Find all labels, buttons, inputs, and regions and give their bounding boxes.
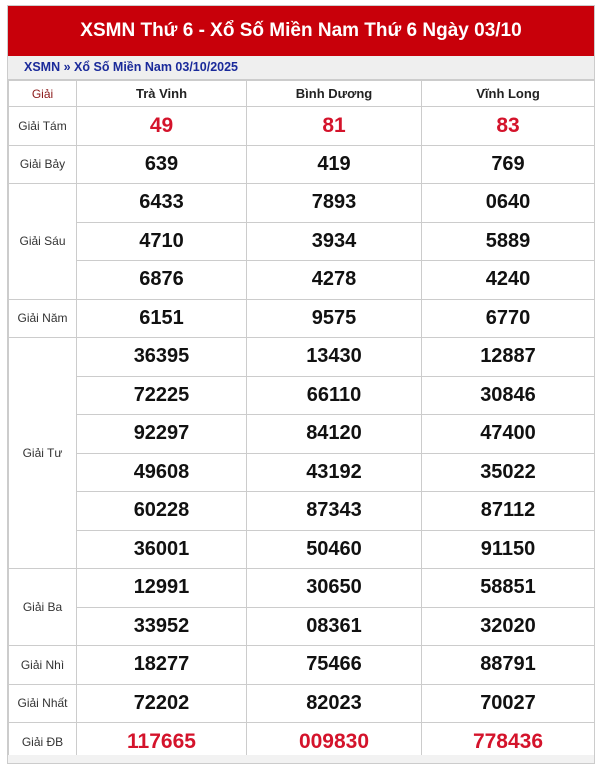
- prize-label: Giải Nhì: [9, 646, 77, 685]
- result-number: 639: [77, 145, 247, 184]
- result-number: 50460: [247, 530, 422, 569]
- result-number: 30846: [422, 376, 595, 415]
- result-number: 91150: [422, 530, 595, 569]
- table-row: [9, 338, 595, 377]
- results-panel: [7, 5, 595, 762]
- result-number: 58851: [422, 569, 595, 608]
- prize-label: Giải Năm: [9, 299, 77, 338]
- result-number: 4240: [422, 261, 595, 300]
- table-row: [9, 261, 595, 300]
- result-number: 3934: [247, 222, 422, 261]
- header-province: Bình Dương: [247, 81, 422, 107]
- table-row: [9, 222, 595, 261]
- header-province: Trà Vinh: [77, 81, 247, 107]
- result-number: 08361: [247, 607, 422, 646]
- result-number: 419: [247, 145, 422, 184]
- table-row: [9, 145, 595, 184]
- table-row: [9, 184, 595, 223]
- table-row: [9, 607, 595, 646]
- result-number: 83: [422, 107, 595, 146]
- table-row: [9, 492, 595, 531]
- prize-label: Giải ĐB: [9, 723, 77, 762]
- result-number: 87112: [422, 492, 595, 531]
- result-number: 117665: [77, 723, 247, 762]
- table-row: [9, 107, 595, 146]
- result-number: 6770: [422, 299, 595, 338]
- result-number: 66110: [247, 376, 422, 415]
- result-number: 43192: [247, 453, 422, 492]
- result-number: 5889: [422, 222, 595, 261]
- result-number: 88791: [422, 646, 595, 685]
- result-number: 36001: [77, 530, 247, 569]
- table-header-row: [9, 81, 595, 107]
- table-row: [9, 530, 595, 569]
- prize-label: Giải Ba: [9, 569, 77, 646]
- table-row: [9, 376, 595, 415]
- result-number: 18277: [77, 646, 247, 685]
- result-number: 36395: [77, 338, 247, 377]
- results-table: [8, 80, 595, 762]
- table-row: [9, 453, 595, 492]
- table-row: [9, 684, 595, 723]
- result-number: 12991: [77, 569, 247, 608]
- result-number: 13430: [247, 338, 422, 377]
- result-number: 33952: [77, 607, 247, 646]
- table-row: [9, 415, 595, 454]
- result-number: 769: [422, 145, 595, 184]
- result-number: 9575: [247, 299, 422, 338]
- result-number: 009830: [247, 723, 422, 762]
- result-number: 0640: [422, 184, 595, 223]
- result-number: 92297: [77, 415, 247, 454]
- table-row: [9, 646, 595, 685]
- result-number: 778436: [422, 723, 595, 762]
- result-number: 6876: [77, 261, 247, 300]
- result-number: 72202: [77, 684, 247, 723]
- prize-label: Giải Sáu: [9, 184, 77, 300]
- result-number: 7893: [247, 184, 422, 223]
- header-prize: Giải: [9, 81, 77, 107]
- result-number: 70027: [422, 684, 595, 723]
- breadcrumb-current-link[interactable]: Xổ Số Miền Nam 03/10/2025: [74, 60, 238, 74]
- result-number: 60228: [77, 492, 247, 531]
- result-number: 12887: [422, 338, 595, 377]
- prize-label: Giải Tám: [9, 107, 77, 146]
- result-number: 87343: [247, 492, 422, 531]
- result-number: 35022: [422, 453, 595, 492]
- breadcrumb: [8, 56, 594, 80]
- result-number: 4278: [247, 261, 422, 300]
- header-province: Vĩnh Long: [422, 81, 595, 107]
- result-number: 72225: [77, 376, 247, 415]
- prize-label: Giải Nhất: [9, 684, 77, 723]
- page-title: XSMN Thứ 6 - Xổ Số Miền Nam Thứ 6 Ngày 03/10: [8, 6, 594, 56]
- result-number: 4710: [77, 222, 247, 261]
- result-number: 82023: [247, 684, 422, 723]
- result-number: 81: [247, 107, 422, 146]
- result-number: 6151: [77, 299, 247, 338]
- result-number: 84120: [247, 415, 422, 454]
- result-number: 47400: [422, 415, 595, 454]
- result-number: 32020: [422, 607, 595, 646]
- table-row: [9, 569, 595, 608]
- table-row: [9, 299, 595, 338]
- result-number: 30650: [247, 569, 422, 608]
- result-number: 75466: [247, 646, 422, 685]
- prize-label: Giải Tư: [9, 338, 77, 569]
- breadcrumb-home-link[interactable]: XSMN: [24, 60, 61, 74]
- breadcrumb-separator: »: [60, 60, 75, 74]
- result-number: 6433: [77, 184, 247, 223]
- result-number: 49: [77, 107, 247, 146]
- result-number: 49608: [77, 453, 247, 492]
- prize-label: Giải Bảy: [9, 145, 77, 184]
